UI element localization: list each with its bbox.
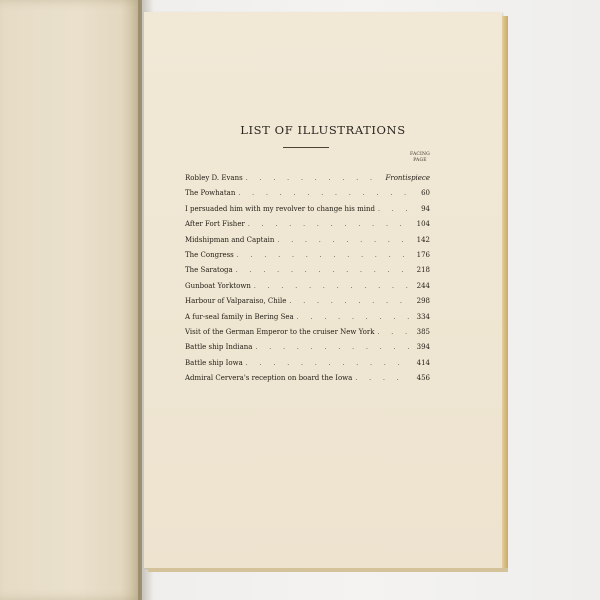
list-item (185, 251, 430, 266)
list-item (185, 236, 430, 251)
dot-leader (289, 298, 409, 305)
entry-page: 394 (416, 343, 430, 352)
list-item (185, 205, 430, 220)
dot-leader (236, 267, 409, 274)
page-bottom-edge (148, 568, 508, 572)
entry-page: 414 (416, 358, 430, 367)
facing-header-line1: FACING (410, 152, 430, 157)
entry-title: Midshipman and Captain (185, 235, 275, 244)
list-item (185, 220, 430, 235)
entry-title: Gunboat Yorktown (185, 281, 251, 290)
list-item (185, 359, 430, 374)
entry-title: Harbour of Valparaiso, Chile (185, 297, 287, 306)
dot-leader (254, 283, 409, 290)
dot-leader (255, 344, 409, 351)
dot-leader (246, 360, 409, 367)
entry-page: 176 (416, 250, 430, 259)
illustrations-list (185, 174, 430, 389)
list-item (185, 282, 430, 297)
dot-leader (355, 375, 409, 382)
entry-page: 142 (416, 235, 430, 244)
entry-title: The Saratoga (185, 266, 233, 275)
entry-page: Frontispiece (385, 174, 430, 182)
entry-title: Robley D. Evans (185, 174, 243, 182)
entry-page: 60 (421, 189, 430, 198)
entry-page: 218 (416, 266, 430, 275)
dot-leader (248, 221, 409, 228)
entry-page: 94 (421, 204, 430, 213)
entry-title: The Powhatan (185, 189, 236, 198)
title-rule (283, 147, 329, 148)
dot-leader (377, 329, 409, 336)
entry-page: 456 (416, 374, 430, 383)
entry-page: 334 (416, 312, 430, 321)
list-item (185, 174, 430, 189)
entry-page: 104 (416, 220, 430, 229)
page-title: LIST OF ILLUSTRATIONS (240, 123, 406, 137)
dot-leader (297, 314, 409, 321)
entry-title: Battle ship Indiana (185, 343, 253, 352)
entry-title: Admiral Cervera's reception on board the Iowa (185, 374, 353, 383)
list-item (185, 297, 430, 312)
dot-leader (378, 206, 409, 213)
list-item (185, 343, 430, 358)
entry-title: The Congress (185, 250, 234, 259)
dot-leader (237, 252, 409, 259)
entry-page: 298 (416, 297, 430, 306)
list-item (185, 328, 430, 343)
entry-title: I persuaded him with my revolver to change his mind (185, 204, 375, 213)
page-fore-edge (502, 16, 508, 570)
dot-leader (277, 237, 409, 244)
entry-title: After Fort Fisher (185, 220, 245, 229)
list-item (185, 374, 430, 389)
list-item (185, 266, 430, 281)
dot-leader (246, 175, 383, 182)
right-page (144, 12, 502, 568)
facing-header-line2: PAGE (413, 158, 427, 163)
list-item (185, 189, 430, 204)
entry-title: Battle ship Iowa (185, 358, 243, 367)
entry-title: A fur-seal family in Bering Sea (185, 312, 294, 321)
facing-page-header (400, 152, 440, 164)
list-item (185, 313, 430, 328)
left-page (0, 0, 142, 600)
dot-leader (238, 190, 409, 197)
entry-title: Visit of the German Emperor to the cruiser New York (185, 327, 375, 336)
entry-page: 244 (416, 281, 430, 290)
entry-page: 385 (416, 327, 430, 336)
